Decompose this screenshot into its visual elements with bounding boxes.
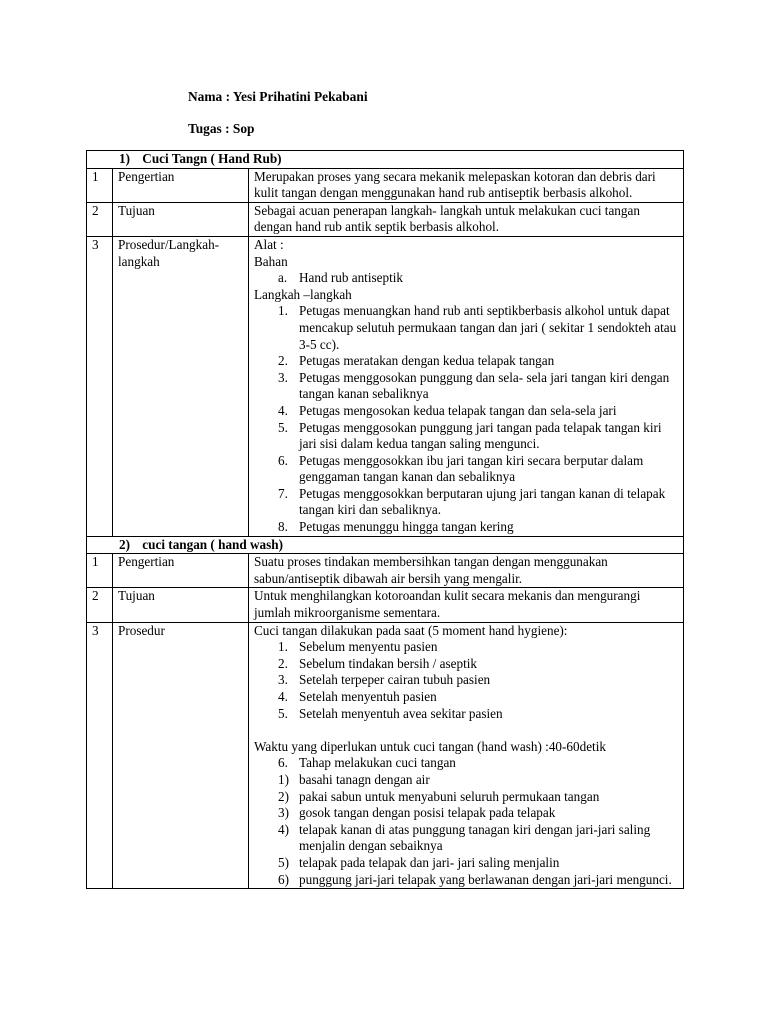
row-number: 1 <box>87 554 113 588</box>
list-item-text: gosok tangan dengan posisi telapak pada telapak <box>299 805 556 821</box>
list-item <box>254 370 678 403</box>
section-header-hand-rub <box>87 151 684 169</box>
row-label: Tujuan <box>113 588 249 622</box>
list-item <box>254 420 678 453</box>
list-marker: 2) <box>278 788 289 804</box>
list-item-text: Petugas menggosokan punggung dan sela- sela jari tangan kiri dengan tangan kanan sebaliknya <box>299 369 670 402</box>
list-item <box>254 706 678 723</box>
list-marker: 7. <box>278 485 288 501</box>
list-marker: 1. <box>278 303 288 319</box>
section-header-hand-wash <box>87 536 684 554</box>
row-number: 2 <box>87 202 113 236</box>
name-heading: Nama : Yesi Prihatini Pekabani <box>188 89 368 104</box>
list-marker: 6. <box>278 452 288 468</box>
list-marker: 3. <box>278 369 288 385</box>
row-content: Suatu proses tindakan membersihkan tangan dengan menggunakan sabun/antiseptik dibawah air bersih yang mengalir. <box>249 554 684 588</box>
row-number: 2 <box>87 588 113 622</box>
list-marker: 5. <box>278 705 288 721</box>
alat-label: Alat : <box>254 236 284 252</box>
list-item <box>254 353 678 370</box>
row-content <box>249 236 684 536</box>
list-item-text: telapak kanan di atas punggung tanagan kiri dengan jari-jari saling menjalin dengan sebaiknya <box>299 821 651 854</box>
table-row <box>87 554 684 588</box>
section-title: cuci tangan ( hand wash) <box>142 536 283 552</box>
list-marker: 1. <box>278 639 288 655</box>
sop-table <box>86 150 684 889</box>
list-item-text: Sebelum menyentu pasien <box>299 639 438 655</box>
list-item <box>254 486 678 519</box>
list-item <box>254 672 678 689</box>
list-item-text: telapak pada telapak dan jari- jari saling menjalin <box>299 854 560 870</box>
list-item-text: Setelah terpeper cairan tubuh pasien <box>299 672 491 688</box>
list-item <box>254 270 678 287</box>
row-content: Merupakan proses yang secara mekanik melepaskan kotoran dan debris dari kulit tangan dengan menggunakan hand rub antiseptik berbasis alkohol. <box>249 168 684 202</box>
section-index: 1) <box>119 151 130 166</box>
list-marker: 5) <box>278 854 289 870</box>
steps-list <box>254 303 678 535</box>
row-label: Prosedur/Langkah-langkah <box>113 236 249 536</box>
task-heading: Tugas : Sop <box>188 121 255 136</box>
table-row <box>87 168 684 202</box>
list-marker: 3) <box>278 805 289 821</box>
row-content: Sebagai acuan penerapan langkah- langkah untuk melakukan cuci tangan dengan hand rub antik septik berbasis alkohol. <box>249 202 684 236</box>
list-marker: 1) <box>278 771 289 787</box>
section-title: Cuci Tangn ( Hand Rub) <box>142 151 282 166</box>
list-item-text: punggung jari-jari telapak yang berlawanan dengan jari-jari mengunci. <box>299 871 672 887</box>
row-number: 3 <box>87 236 113 536</box>
list-item <box>254 755 678 772</box>
list-marker: 2. <box>278 353 288 369</box>
list-item-text: Petugas menggosokkan ibu jari tangan kiri secara berputar dalam genggaman tangan kanan dan sebaliknya <box>299 452 644 485</box>
langkah-heading: Langkah –langkah <box>254 286 352 302</box>
list-item-text: Petugas mengosokan kedua telapak tangan dan sela-sela jari <box>299 402 617 418</box>
list-item-text: pakai sabun untuk menyabuni seluruh permukaan tangan <box>299 788 600 804</box>
list-item <box>254 772 678 789</box>
moments-list <box>254 639 678 722</box>
row-label: Prosedur <box>113 622 249 889</box>
list-item-text: Sebelum tindakan bersih / aseptik <box>299 655 477 671</box>
row-content <box>249 622 684 889</box>
list-item <box>254 689 678 706</box>
list-marker: 4. <box>278 402 288 418</box>
list-marker: 4. <box>278 689 288 704</box>
table-row <box>87 588 684 622</box>
list-item-text: Petugas menunggu hingga tangan kering <box>299 519 514 535</box>
list-item-text: Setelah menyentuh pasien <box>299 689 437 704</box>
row-number: 3 <box>87 622 113 889</box>
stage-list <box>254 755 678 888</box>
list-item-text: Petugas menggosokkan berputaran ujung jari tangan kanan di telapak tangan kiri dan sebaliknya. <box>299 485 666 518</box>
row-label: Tujuan <box>113 202 249 236</box>
list-item-text: Setelah menyentuh avea sekitar pasien <box>299 705 503 721</box>
list-item-text: basahi tanagn dengan air <box>299 771 430 787</box>
list-marker: 6. <box>278 755 288 771</box>
procedure-intro: Cuci tangan dilakukan pada saat (5 moment hand hygiene): <box>254 622 568 638</box>
list-item <box>254 789 678 806</box>
list-item-text: Hand rub antiseptik <box>299 270 404 286</box>
list-item <box>254 855 678 872</box>
list-marker: 3. <box>278 672 288 688</box>
list-item <box>254 872 678 889</box>
bahan-list <box>254 270 678 287</box>
list-item-text: Petugas menuangkan hand rub anti septikberbasis alkohol untuk dapat mencakup selutuh permukaan tangan dan jari ( sekitar 1 sendokteh atau 3-5 cc). <box>299 303 677 352</box>
list-item <box>254 656 678 673</box>
list-marker: 8. <box>278 519 288 535</box>
row-content: Untuk menghilangkan kotoroandan kulit secara mekanis dan mengurangi jumlah mikroorganisme sementara. <box>249 588 684 622</box>
list-item <box>254 519 678 536</box>
section-index: 2) <box>119 536 130 552</box>
list-marker: 2. <box>278 655 288 671</box>
table-row <box>87 236 684 536</box>
row-label: Pengertian <box>113 554 249 588</box>
list-marker: a. <box>278 270 288 286</box>
row-number: 1 <box>87 168 113 202</box>
row-label: Pengertian <box>113 168 249 202</box>
list-item-text: Petugas meratakan dengan kedua telapak tangan <box>299 353 555 369</box>
table-row <box>87 202 684 236</box>
list-item <box>254 639 678 656</box>
list-item-text: Tahap melakukan cuci tangan <box>299 755 456 771</box>
list-item <box>254 822 678 855</box>
list-item <box>254 805 678 822</box>
list-marker: 6) <box>278 871 289 887</box>
list-marker: 4) <box>278 821 289 837</box>
list-item <box>254 453 678 486</box>
time-requirement: Waktu yang diperlukan untuk cuci tangan (hand wash) :40-60detik <box>254 738 606 754</box>
list-item <box>254 403 678 420</box>
spacer <box>254 722 678 739</box>
list-item-text: Petugas menggosokan punggung jari tangan pada telapak tangan kiri jari sisi dalam kedua tangan saling mengunci. <box>299 419 662 452</box>
table-row <box>87 622 684 889</box>
list-item <box>254 303 678 353</box>
bahan-label: Bahan <box>254 253 288 269</box>
list-marker: 5. <box>278 419 288 435</box>
